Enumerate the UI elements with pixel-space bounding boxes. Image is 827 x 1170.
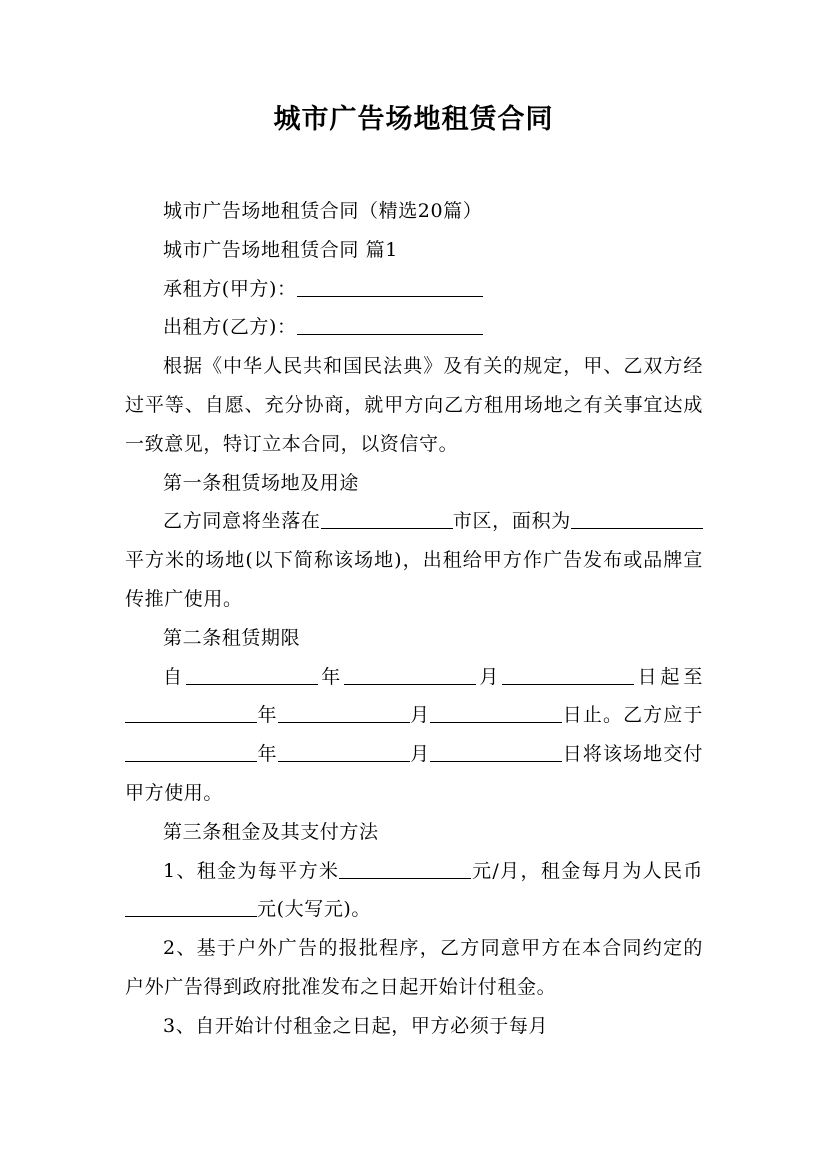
document-body: [125, 192, 703, 1046]
intro-paragraph: 根据《中华人民共和国民法典》及有关的规定，甲、乙双方经过平等、自愿、充分协商，就甲方向乙方租用场地之有关事宜达成一致意见，特订立本合同，以资信守。: [125, 355, 703, 455]
art3-1-text-b: 元/月，租金每月为人民币: [471, 859, 703, 882]
end-month-blank: [278, 702, 410, 723]
party-b-line: [125, 308, 703, 347]
area-blank: [571, 508, 703, 529]
article-3-clause-2: 2、基于户外广告的报批程序，乙方同意甲方在本合同约定的户外广告得到政府批准发布之日起开始计付租金。: [125, 937, 703, 998]
article-2-paragraph: [125, 658, 703, 813]
art1-text-b: 市区，面积为: [452, 510, 571, 533]
art2-text-j: 日将该场地交付甲方使用。: [125, 743, 704, 804]
art2-text-b: 年: [317, 665, 345, 688]
end-day-blank: [430, 702, 562, 723]
subtitle: 城市广告场地租赁合同（精选20篇）: [163, 200, 483, 222]
art2-text-e: 年: [257, 704, 278, 727]
article-2-title: 第二条租赁期限: [163, 626, 301, 649]
party-a-blank: [297, 276, 483, 297]
monthly-rent-blank: [125, 896, 257, 917]
art2-text-f: 月: [409, 704, 431, 727]
art3-1-text-c: 元(大写元)。: [257, 898, 372, 921]
art2-text-g: 日止。乙方应于: [562, 704, 704, 727]
article-3-title: 第三条租金及其支付方法: [163, 820, 379, 843]
art1-text-a: 乙方同意将坐落在: [163, 510, 321, 533]
art2-text-d: 日起至: [634, 665, 703, 688]
handover-year-blank: [125, 741, 257, 762]
start-day-blank: [502, 664, 634, 685]
start-month-blank: [344, 664, 476, 685]
art2-text-a: 自: [163, 665, 186, 688]
party-b-blank: [297, 314, 483, 335]
article-3-clause-1: [125, 852, 703, 930]
art2-text-i: 月: [409, 743, 431, 766]
location-blank: [321, 508, 453, 529]
end-year-blank: [125, 702, 257, 723]
document-title: 城市广告场地租赁合同: [273, 104, 554, 135]
handover-day-blank: [430, 741, 562, 762]
handover-month-blank: [278, 741, 410, 762]
art2-text-h: 年: [257, 743, 278, 766]
art2-text-c: 月: [476, 665, 503, 688]
section-heading: 城市广告场地租赁合同 篇1: [163, 238, 398, 261]
article-3-clause-3: 3、自开始计付租金之日起，甲方必须于每月: [163, 1014, 549, 1037]
article-1-title: 第一条租赁场地及用途: [163, 471, 360, 494]
art1-text-c: 平方米的场地(以下简称该场地)，出租给甲方作广告发布或品牌宣传推广使用。: [125, 549, 703, 610]
party-b-label: 出租方(乙方)：: [163, 316, 297, 339]
article-1-paragraph: [125, 502, 703, 618]
party-a-line: [125, 270, 703, 309]
start-year-blank: [186, 664, 318, 685]
unit-rent-blank: [339, 858, 471, 879]
party-a-label: 承租方(甲方)：: [163, 277, 297, 300]
art3-1-text-a: 1、租金为每平方米: [163, 859, 340, 882]
